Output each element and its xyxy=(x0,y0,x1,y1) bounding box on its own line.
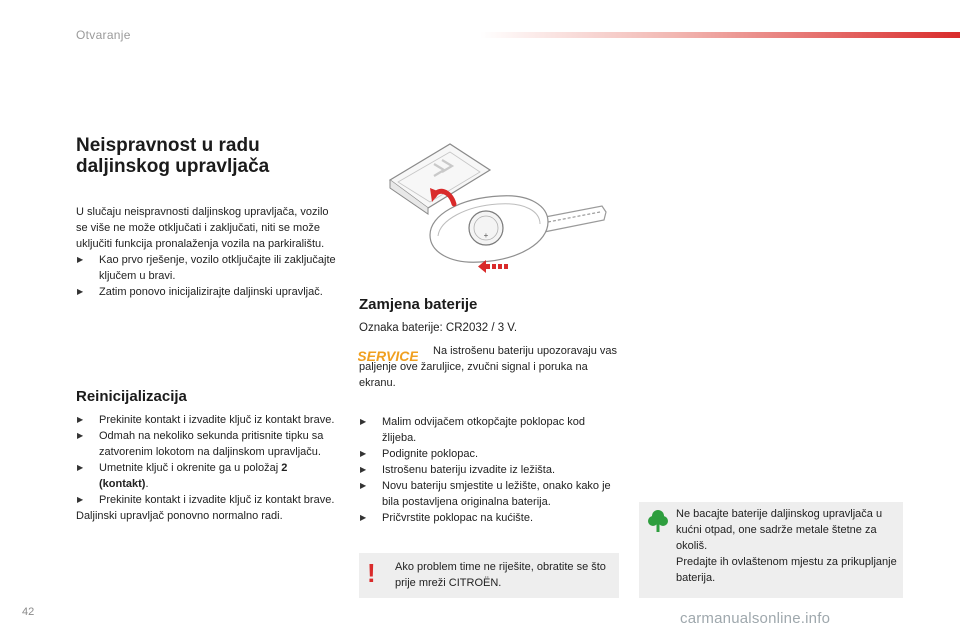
list-item: ▶ Novu bateriju smjestite u ležište, onako kako je bila postavljena originalna baterija. xyxy=(359,478,621,510)
reinit-list xyxy=(76,412,338,508)
title-line-1: Neispravnost u radu xyxy=(76,135,260,156)
malfunction-block xyxy=(76,204,341,300)
key-battery-illustration xyxy=(380,140,610,290)
list-item: ▶ Istrošenu bateriju izvadite iz ležišta. xyxy=(359,462,621,478)
list-item: ▶ Malim odvijačem otkopčajte poklopac kod žlijeba. xyxy=(359,414,621,446)
battery-label: Oznaka baterije: CR2032 / 3 V. xyxy=(359,322,518,334)
page-title xyxy=(76,135,376,177)
watermark: carmanualsonline.info xyxy=(680,610,831,627)
list-item xyxy=(76,460,338,492)
exclamation-icon: ! xyxy=(367,558,376,588)
list-item: ▶ Prekinite kontakt i izvadite ključ iz kontakt brave. xyxy=(76,412,338,428)
recycle-tree-icon xyxy=(647,508,669,534)
reinit-block xyxy=(76,412,338,524)
service-badge-text: SERVICE xyxy=(358,348,418,364)
list-item: ▶ Kao prvo rješenje, vozilo otključajte ili zaključajte ključem u bravi. xyxy=(76,252,341,284)
eco-text xyxy=(676,506,898,586)
notice-text: Ako problem time ne riješite, obratite se što prije mreži CITROËN. xyxy=(395,561,606,589)
eco-line-1: Ne bacajte baterije daljinskog upravljača u kućni otpad, one sadrže metale štetne za okoliš. xyxy=(676,508,883,552)
svg-text:+: + xyxy=(483,231,489,240)
battery-warning: Na istrošenu bateriju upozoravaju vas paljenje ove žaruljice, zvučni signal i poruka na ekranu. xyxy=(359,345,618,389)
step-suffix: . xyxy=(145,478,149,490)
list-item: ▶ Prekinite kontakt i izvadite ključ iz kontakt brave. xyxy=(76,492,338,508)
page-number: 42 xyxy=(22,606,35,618)
list-item: ▶ Pričvrstite poklopac na kućište. xyxy=(359,510,621,526)
notice-box xyxy=(359,553,619,598)
key-blade xyxy=(540,206,606,232)
list-item: ▶ Podignite poklopac. xyxy=(359,446,621,462)
eco-box xyxy=(639,502,903,598)
malfunction-list xyxy=(76,252,341,300)
section-label: Otvaranje xyxy=(76,28,131,42)
battery-steps xyxy=(359,414,621,526)
reinit-closing: Daljinski upravljač ponovno normalno radi. xyxy=(76,510,283,522)
title-line-2: daljinskog upravljača xyxy=(76,156,270,177)
list-item: ▶ Odmah na nekoliko sekunda pritisnite tipku sa zatvorenim lokotom na daljinskom upravljaču. xyxy=(76,428,338,460)
step-text: Umetnite ključ i okrenite ga u položaj xyxy=(99,462,282,474)
reinit-title: Reinicijalizacija xyxy=(76,388,187,405)
eco-line-2: Predajte ih ovlaštenom mjestu za prikupljanje baterija. xyxy=(676,556,897,584)
list-item: ▶ Zatim ponovo inicijalizirajte daljinski upravljač. xyxy=(76,284,341,300)
battery-steps-block xyxy=(359,414,621,526)
malfunction-intro: U slučaju neispravnosti daljinskog upravljača, vozilo se više ne može otključati i zaključati, niti se može uključiti funkcija pronalaženja vozila na parkiralištu. xyxy=(76,206,329,250)
battery-title: Zamjena baterije xyxy=(359,296,478,313)
header-accent-bar xyxy=(480,32,960,38)
step-bold: 2 (kontakt) xyxy=(99,462,288,490)
